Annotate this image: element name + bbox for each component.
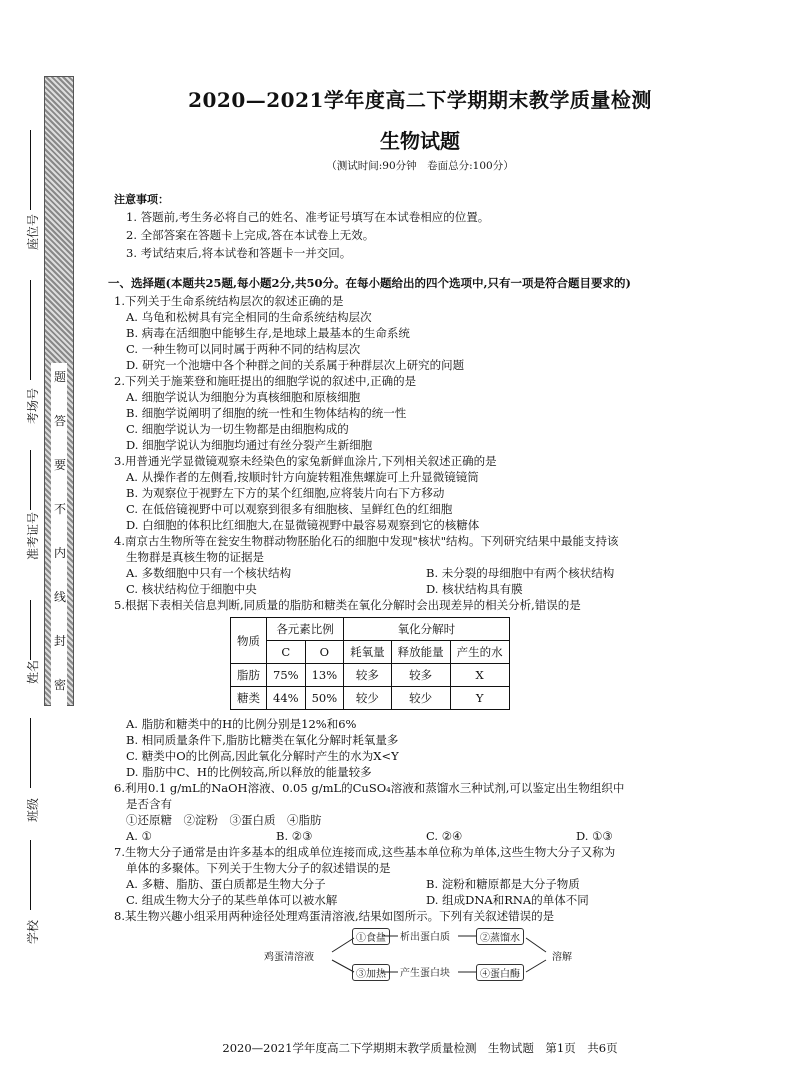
school-field-line[interactable] [30, 840, 31, 910]
table-row [231, 664, 510, 687]
option-c: C. 细胞学说认为一切生物都是由细胞构成的 [126, 422, 349, 436]
table-cell: 13% [305, 664, 344, 687]
question-7-stem-cont: 单体的多聚体。下列关于生物大分子的叙述错误的是 [126, 861, 391, 875]
table-header: 物质 [231, 618, 267, 664]
option-a: A. 脂肪和糖类中的H的比例分别是12%和6% [126, 717, 357, 731]
school-field-label: 学校 [26, 919, 40, 944]
option-b: B. 病毒在活细胞中能够生存,是地球上最基本的生命系统 [126, 326, 410, 340]
option-b: B. 淀粉和糖原都是大分子物质 [426, 877, 580, 891]
flow-start: 鸡蛋清溶液 [264, 952, 314, 963]
option-row [126, 876, 726, 892]
question-5-stem: 5.根据下表相关信息判断,同质量的脂肪和糖类在氧化分解时会出现差异的相关分析,错误的是 [114, 598, 581, 612]
option-row [126, 828, 726, 844]
room-field-line[interactable] [30, 280, 31, 380]
question-8-stem: 8.某生物兴趣小组采用两种途径处理鸡蛋清溶液,结果如图所示。下列有关叙述错误的是 [114, 909, 555, 923]
table-cell: X [450, 664, 509, 687]
table-cell: 脂肪 [231, 664, 267, 687]
question-6-stem-cont: 是否含有 [126, 797, 172, 811]
note-item: 1. 答题前,考生务必将自己的姓名、准考证号填写在本试卷相应的位置。 [126, 210, 490, 224]
option-a: A. 从操作者的左侧看,按顺时针方向旋转粗准焦螺旋可上升显微镜镜筒 [126, 470, 479, 484]
flow-product: 产生蛋白块 [400, 968, 450, 979]
table-cell: 75% [267, 664, 306, 687]
composition-table [230, 617, 510, 710]
question-3-stem: 3.用普通光学显微镜观察未经染色的家兔新鲜血涂片,下列相关叙述正确的是 [114, 454, 497, 468]
table-row [231, 687, 510, 710]
room-field-label: 考场号 [26, 387, 40, 424]
seal-char: 线 [53, 590, 66, 604]
class-field-line[interactable] [30, 718, 31, 788]
table-cell: Y [450, 687, 509, 710]
table-cell: 较多 [344, 664, 392, 687]
seal-char: 内 [53, 546, 66, 560]
exam-id-field-label: 准考证号 [26, 511, 40, 560]
option-row [126, 892, 726, 908]
table-header: O [305, 641, 344, 664]
option-d: D. 脂肪中C、H的比例较高,所以释放的能量较多 [126, 765, 372, 779]
seal-text [48, 368, 72, 698]
name-field-label: 姓名 [26, 659, 40, 684]
option-row [126, 581, 726, 597]
option-b: B. 为观察位于视野左下方的某个红细胞,应将装片向右下方移动 [126, 486, 445, 500]
flow-step: ②蒸馏水 [476, 928, 524, 945]
seat-field-label: 座位号 [26, 213, 40, 250]
option-c: C. 核状结构位于细胞中央 [126, 582, 257, 596]
exam-page [108, 84, 726, 986]
exam-subject: 生物试题 [380, 129, 460, 153]
option-c: C. ②④ [426, 829, 463, 843]
option-a: A. 多数细胞中只有一个核状结构 [126, 566, 292, 580]
flow-end: 溶解 [552, 952, 572, 963]
table-header: 产生的水 [450, 641, 509, 664]
option-c: C. 一种生物可以同时属于两种不同的结构层次 [126, 342, 361, 356]
option-a: A. 多糖、脂肪、蛋白质都是生物大分子 [126, 877, 326, 891]
notes-title: 注意事项： [114, 193, 169, 206]
seal-char: 封 [53, 634, 66, 648]
option-a: A. 乌龟和松树具有完全相同的生命系统结构层次 [126, 310, 372, 324]
option-d: D. 研究一个池塘中各个种群之间的关系属于种群层次上研究的问题 [126, 358, 465, 372]
option-a: A. 细胞学说认为细胞分为真核细胞和原核细胞 [126, 390, 361, 404]
binding-margin [0, 0, 112, 1071]
exam-id-field-line[interactable] [30, 450, 31, 510]
seal-char: 不 [53, 502, 66, 516]
question-1-stem: 1.下列关于生命系统结构层次的叙述正确的是 [114, 294, 344, 308]
option-b: B. 未分裂的母细胞中有两个核状结构 [426, 566, 615, 580]
option-b: B. 细胞学说阐明了细胞的统一性和生物体结构的统一性 [126, 406, 407, 420]
option-c: C. 糖类中O的比例高,因此氧化分解时产生的水为X<Y [126, 749, 399, 763]
question-4-stem: 4.南京古生物所等在瓮安生物群动物胚胎化石的细胞中发现"核状"结构。下列研究结果中最能支持该 [114, 534, 619, 548]
seal-char: 密 [53, 678, 66, 692]
exam-info: （测试时间:90分钟 卷面总分:100分） [326, 160, 514, 172]
class-field-label: 班级 [26, 797, 40, 822]
option-d: D. 组成DNA和RNA的单体不同 [426, 893, 589, 907]
option-c: C. 在低倍镜视野中可以观察到很多有细胞核、呈鲜红色的红细胞 [126, 502, 453, 516]
flow-product: 析出蛋白质 [400, 932, 450, 943]
page-footer: 2020—2021学年度高二下学期期末教学质量检测 生物试题 第1页 共6页 [222, 1041, 618, 1055]
seal-char: 题 [53, 370, 66, 384]
name-field-line[interactable] [30, 600, 31, 660]
table-header: 耗氧量 [344, 641, 392, 664]
seal-char: 答 [53, 414, 66, 428]
option-row [126, 565, 726, 581]
seal-char: 要 [53, 458, 66, 472]
table-header: 各元素比例 [267, 618, 344, 641]
seat-field-line[interactable] [30, 130, 31, 210]
option-d: D. 白细胞的体积比红细胞大,在显微镜视野中最容易观察到它的核糖体 [126, 518, 480, 532]
option-a: A. ① [126, 829, 152, 843]
question-6-stem: 6.利用0.1 g/mL的NaOH溶液、0.05 g/mL的CuSO₄溶液和蒸馏水三种试剂,可以鉴定出生物组织中 [114, 781, 625, 795]
flow-step: ③加热 [352, 964, 390, 981]
exam-title: 2020—2021学年度高二下学期期末教学质量检测 [188, 88, 652, 112]
table-cell: 44% [267, 687, 306, 710]
note-item: 2. 全部答案在答题卡上完成,答在本试卷上无效。 [126, 228, 375, 242]
table-cell: 较少 [344, 687, 392, 710]
table-header: C [267, 641, 306, 664]
option-b: B. ②③ [276, 829, 313, 843]
table-cell: 50% [305, 687, 344, 710]
option-d: D. 核状结构具有膜 [426, 582, 523, 596]
note-item: 3. 考试结束后,将本试卷和答题卡一并交回。 [126, 246, 352, 260]
egg-white-flow-diagram [264, 926, 624, 986]
table-cell: 较多 [391, 664, 450, 687]
option-b: B. 相同质量条件下,脂肪比糖类在氧化分解时耗氧量多 [126, 733, 399, 747]
question-2-stem: 2.下列关于施莱登和施旺提出的细胞学说的叙述中,正确的是 [114, 374, 417, 388]
flow-step: ①食盐 [352, 928, 390, 945]
section-heading: 一、选择题(本题共25题,每小题2分,共50分。在每小题给出的四个选项中,只有一项是符合题目要求的) [108, 276, 631, 290]
question-7-stem: 7.生物大分子通常是由许多基本的组成单位连接而成,这些基本单位称为单体,这些生物大分子又称为 [114, 845, 616, 859]
option-c: C. 组成生物大分子的某些单体可以被水解 [126, 893, 338, 907]
table-header: 氧化分解时 [344, 618, 510, 641]
table-cell: 较少 [391, 687, 450, 710]
table-cell: 糖类 [231, 687, 267, 710]
option-d: D. ①③ [576, 829, 613, 843]
option-d: D. 细胞学说认为细胞均通过有丝分裂产生新细胞 [126, 438, 373, 452]
table-header: 释放能量 [391, 641, 450, 664]
question-6-items: ①还原糖 ②淀粉 ③蛋白质 ④脂肪 [126, 813, 322, 827]
flow-step: ④蛋白酶 [476, 964, 524, 981]
question-4-stem-cont: 生物群是真核生物的证据是 [126, 550, 264, 564]
